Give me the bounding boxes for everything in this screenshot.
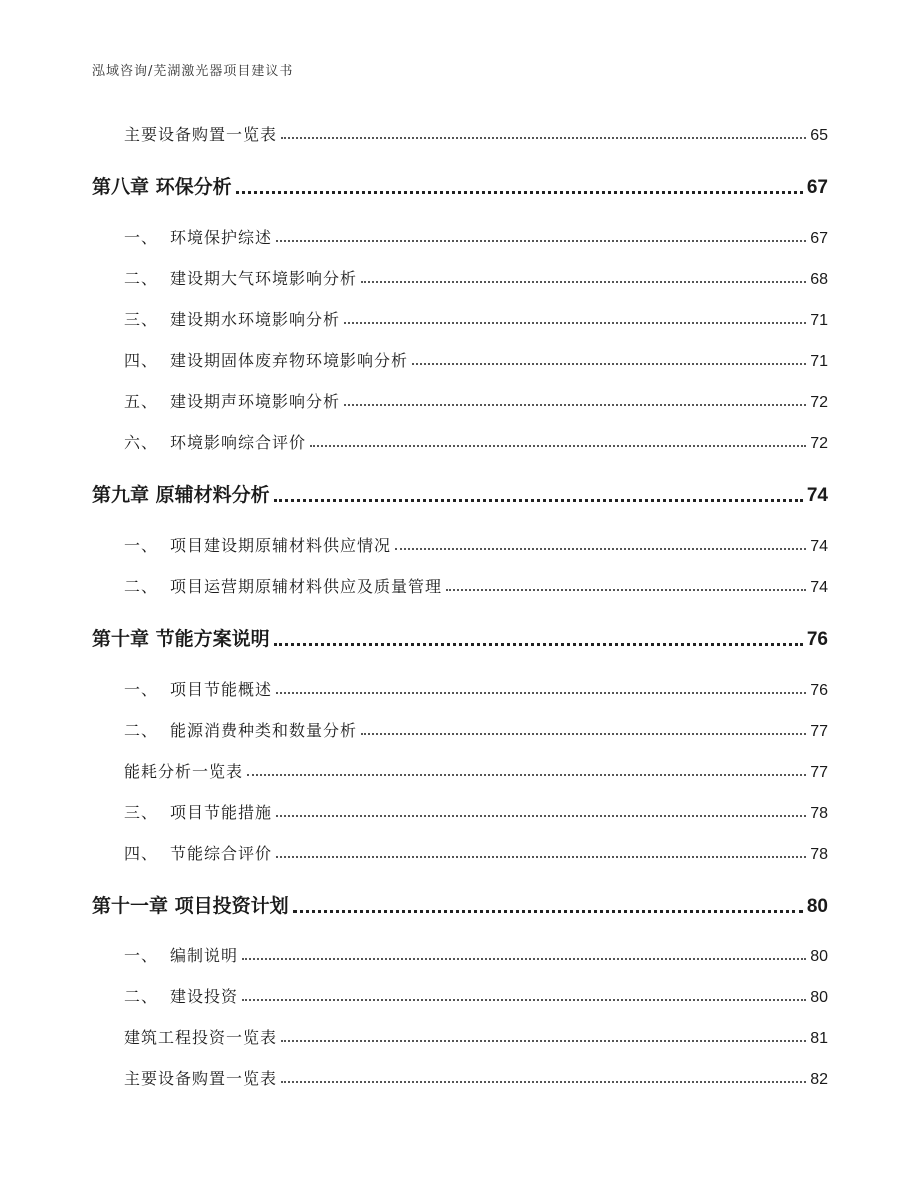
toc-page-number: 67 [806,177,828,198]
toc-entry[interactable] [124,984,828,1007]
dot-leader [281,137,806,139]
toc-entry-label: 三、 项目节能措施 [124,803,273,822]
dot-leader [293,910,803,913]
toc-entry-label: 二、 项目运营期原辅材料供应及质量管理 [124,577,443,596]
toc-page-number: 80 [806,896,828,917]
toc-entry-label: 一、 项目建设期原辅材料供应情况 [124,536,392,555]
toc-page-number: 82 [810,1071,828,1088]
dot-leader [281,1040,806,1042]
toc-entry-label: 一、 环境保护综述 [124,228,273,247]
toc-entry[interactable] [124,430,828,453]
dot-leader [344,404,806,406]
toc-page-number: 71 [810,353,828,370]
toc-entry-label: 主要设备购置一览表 [124,1069,278,1088]
dot-leader [281,1081,806,1083]
toc-entry-label: 三、 建设期水环境影响分析 [124,310,341,329]
toc-page-number: 80 [810,948,828,965]
toc-page-number: 71 [810,312,828,329]
toc-entry-label: 二、 能源消费种类和数量分析 [124,721,358,740]
dot-leader [236,191,803,194]
running-header: 泓域咨询/芜湖激光器项目建议书 [92,64,294,79]
toc-page-number: 76 [806,629,828,650]
toc-page-number: 78 [810,805,828,822]
toc-entry[interactable] [124,800,828,823]
toc-chapter-title: 第十一章 项目投资计划 [92,895,289,917]
toc-entry-label: 能耗分析一览表 [124,762,244,781]
toc-entry-label: 一、 项目节能概述 [124,680,273,699]
dot-leader [242,999,806,1001]
dot-leader [395,548,806,550]
dot-leader [247,774,806,776]
toc-page-number: 68 [810,271,828,288]
toc-entry[interactable] [124,122,828,145]
toc-chapter-entry[interactable] [92,624,828,651]
dot-leader [344,322,806,324]
toc-chapter-title: 第九章 原辅材料分析 [92,484,270,506]
toc-entry[interactable] [124,759,828,782]
toc-page-number: 74 [810,579,828,596]
toc-chapter-title: 第八章 环保分析 [92,176,232,198]
dot-leader [361,281,806,283]
toc-page-number: 72 [810,394,828,411]
toc-entry-label: 六、 环境影响综合评价 [124,433,307,452]
toc-entry[interactable] [124,718,828,741]
toc-chapter-entry[interactable] [92,480,828,507]
toc-page-number: 78 [810,846,828,863]
dot-leader [274,499,803,502]
toc-entry[interactable] [124,225,828,248]
dot-leader [412,363,806,365]
toc-chapter-entry[interactable] [92,172,828,199]
toc-page-number: 76 [810,682,828,699]
toc-page-number: 65 [810,127,828,144]
toc-page-number: 74 [810,538,828,555]
dot-leader [276,856,806,858]
toc-entry[interactable] [124,574,828,597]
toc-entry-label: 主要设备购置一览表 [124,125,278,144]
dot-leader [361,733,806,735]
toc-entry[interactable] [124,266,828,289]
toc-chapter-entry[interactable] [92,891,828,918]
toc-entry[interactable] [124,943,828,966]
toc-entry[interactable] [124,1025,828,1048]
toc-entry[interactable] [124,1066,828,1089]
toc-page-number: 77 [810,764,828,781]
dot-leader [276,815,806,817]
dot-leader [310,445,806,447]
dot-leader [276,692,806,694]
dot-leader [274,643,803,646]
toc-entry-label: 建筑工程投资一览表 [124,1028,278,1047]
dot-leader [276,240,806,242]
toc-entry[interactable] [124,677,828,700]
dot-leader [446,589,806,591]
toc-entry-label: 一、 编制说明 [124,946,239,965]
toc-page-number: 81 [810,1030,828,1047]
toc-page-number: 72 [810,435,828,452]
toc-chapter-title: 第十章 节能方案说明 [92,628,270,650]
toc-page-number: 80 [810,989,828,1006]
toc-page-number: 74 [806,485,828,506]
toc-page-number: 77 [810,723,828,740]
toc-entry[interactable] [124,307,828,330]
toc-entry[interactable] [124,348,828,371]
toc-entry-label: 四、 节能综合评价 [124,844,273,863]
toc-page-number: 67 [810,230,828,247]
toc-entry[interactable] [124,841,828,864]
toc-entry-label: 五、 建设期声环境影响分析 [124,392,341,411]
toc-entry[interactable] [124,533,828,556]
toc-entry[interactable] [124,389,828,412]
dot-leader [242,958,806,960]
toc-entry-label: 二、 建设投资 [124,987,239,1006]
toc-entry-label: 四、 建设期固体废弃物环境影响分析 [124,351,409,370]
toc-entry-label: 二、 建设期大气环境影响分析 [124,269,358,288]
